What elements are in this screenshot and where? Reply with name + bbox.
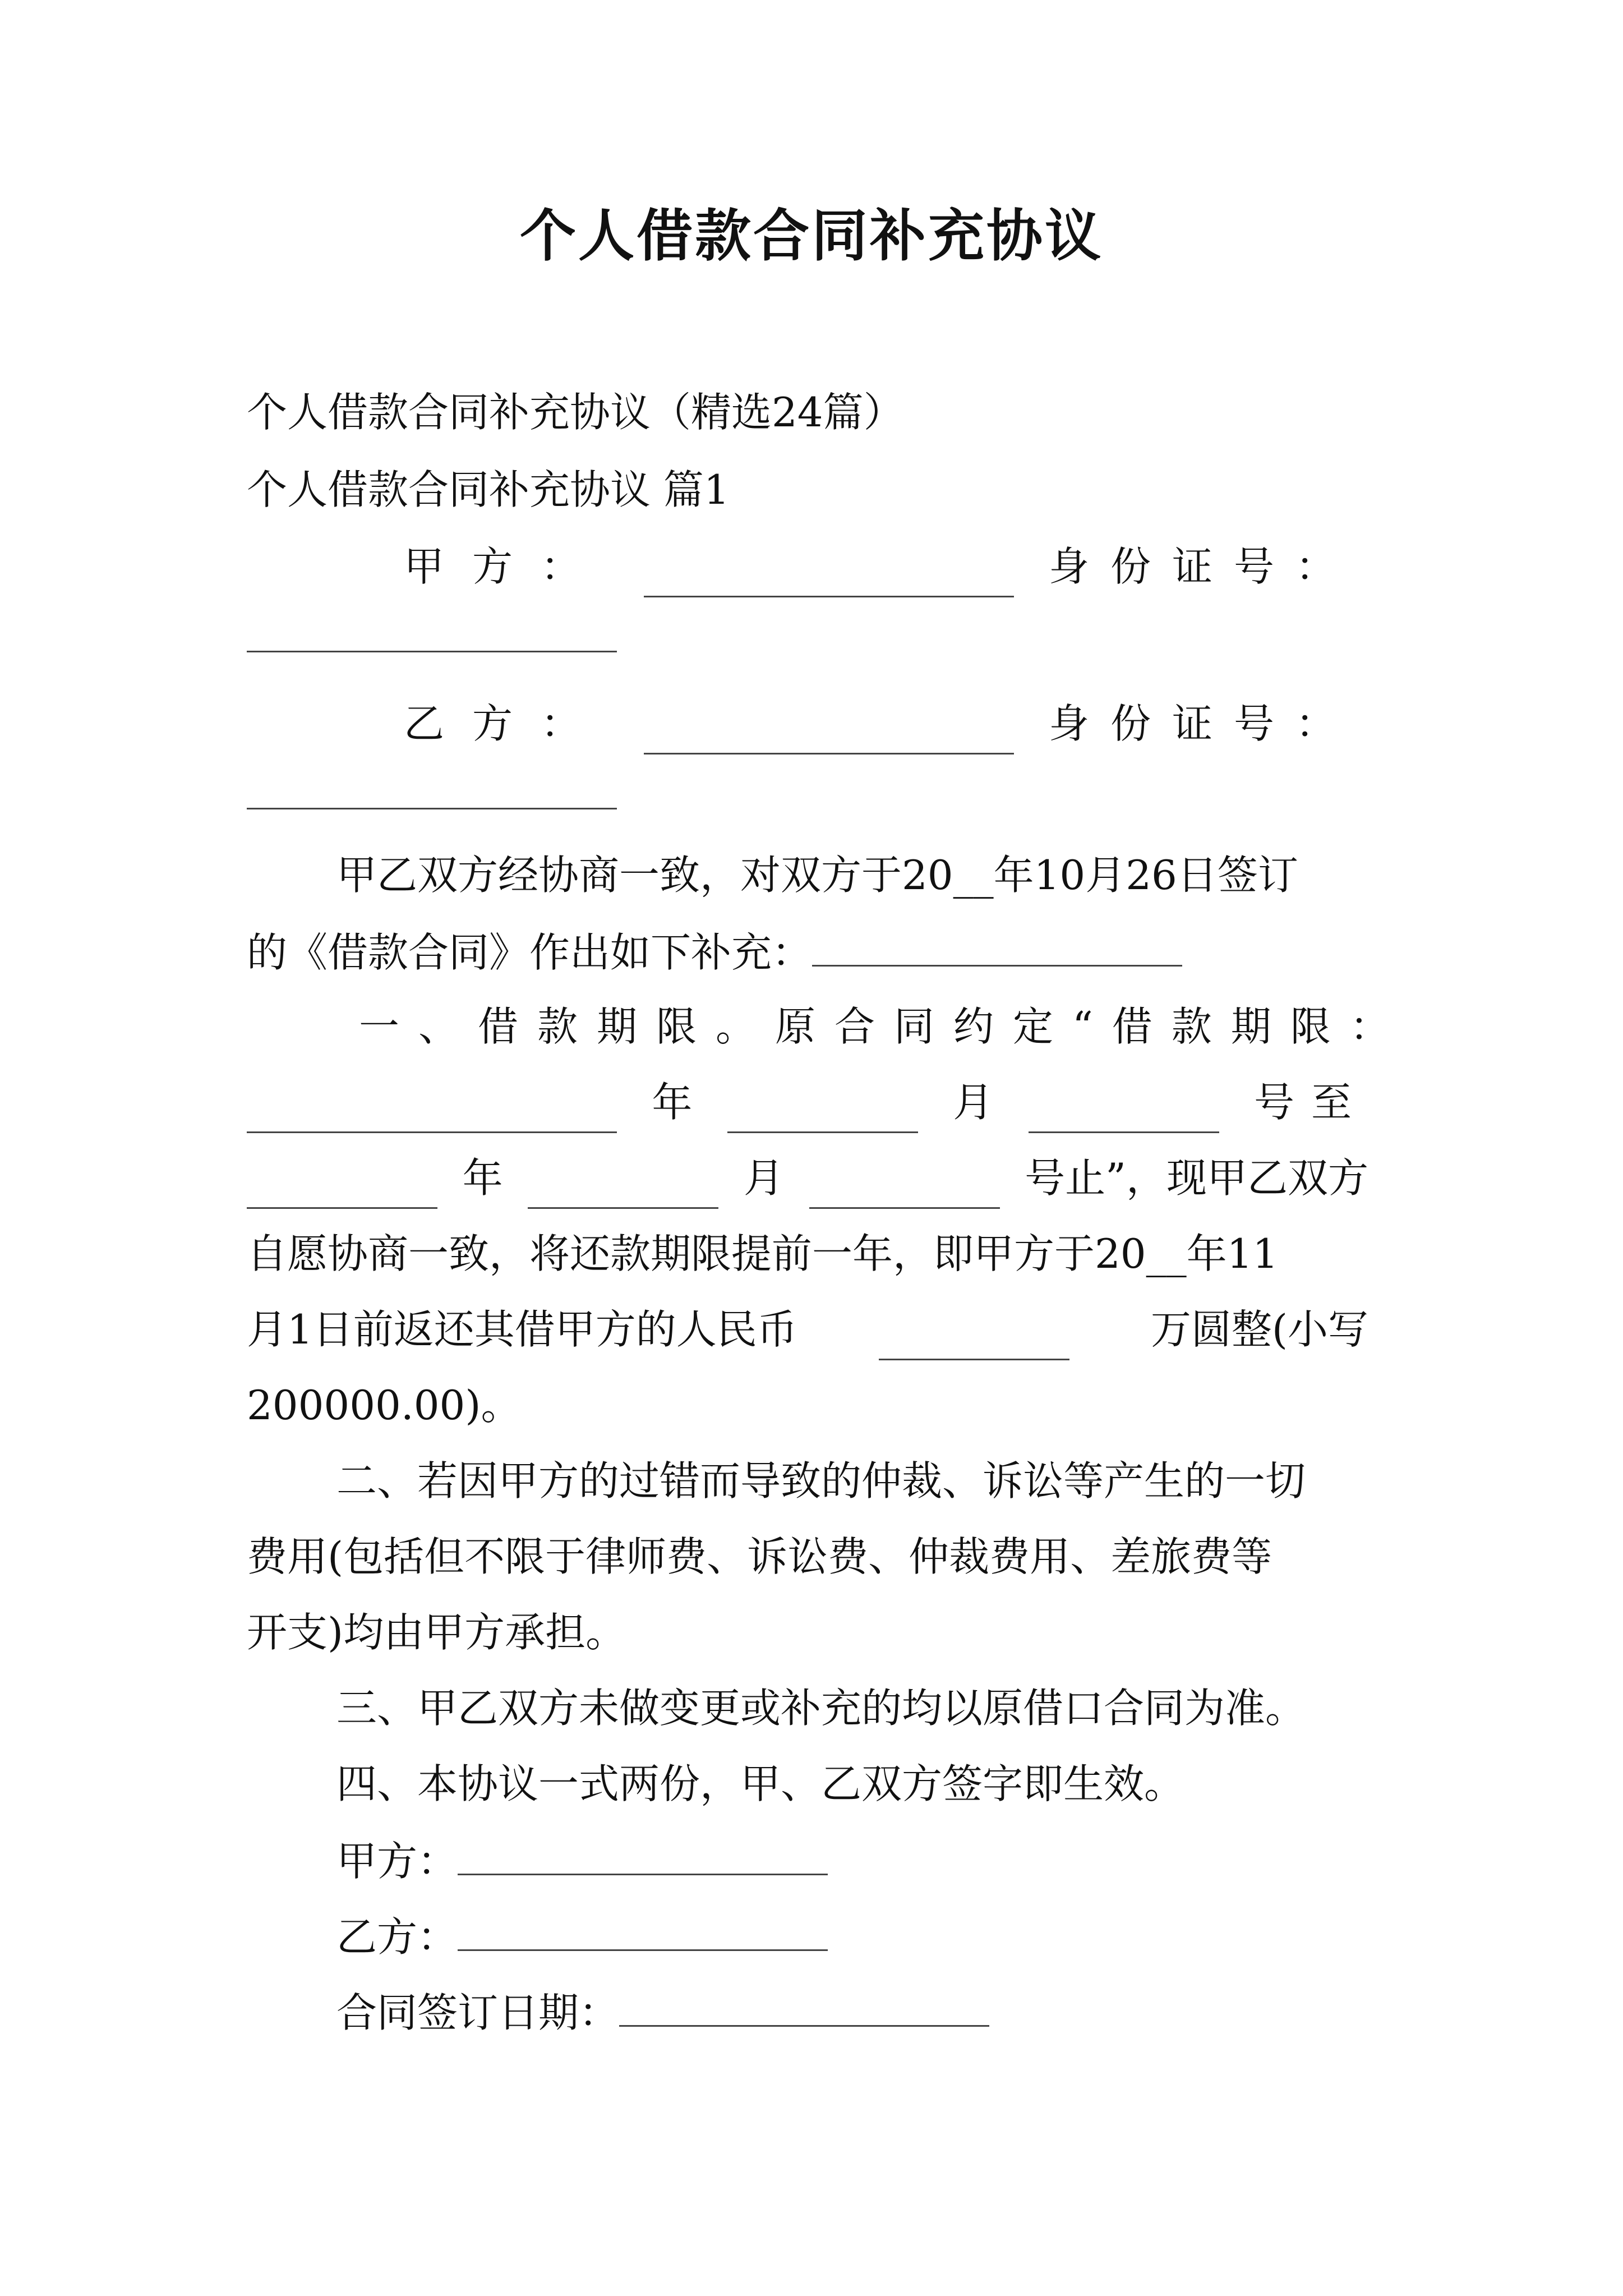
sign-date-blank[interactable] [619,1980,989,2027]
start-month-blank[interactable] [727,1087,918,1133]
month-label-1: 月 [953,1079,994,1126]
amount-blank[interactable] [879,1314,1069,1360]
section-heading: 个人借款合同补充协议 篇1 [247,466,730,513]
para3-line1: 二、若因甲方的过错而导致的仲裁、诉讼等产生的一切 [336,1457,1306,1504]
para2-line2 [247,1071,1368,1133]
end-day-blank[interactable] [809,1162,1000,1209]
party-a-label: 甲方： [404,543,610,590]
sign-a-blank[interactable] [458,1829,828,1875]
para2-line5-text-b: 万圆整(小写 [1150,1306,1368,1353]
sign-b-row [336,1904,1503,1968]
sign-date-row [336,1980,1503,2044]
sign-b-blank[interactable] [458,1904,828,1951]
para3-line2: 费用(包括但不限于律师费、诉讼费、仲裁费用、差旅费等 [247,1533,1272,1580]
start-day-blank[interactable] [1029,1087,1219,1133]
party-a-blank[interactable] [644,551,1014,597]
party-b-id-row [247,763,1413,826]
para1-text: 的《借款合同》作出如下补充： [247,929,813,976]
party-a-row [404,536,1357,597]
end-month-blank[interactable] [528,1162,718,1209]
party-a-id-label: 身份证号： [1048,543,1357,590]
party-b-label: 乙方： [404,700,610,747]
para2-line5 [247,1299,1368,1360]
year-label-2: 年 [462,1154,503,1202]
para5: 四、本协议一式两份，甲、乙双方签字即生效。 [336,1760,1185,1807]
sign-a-row [336,1829,1503,1892]
year-label-1: 年 [652,1079,693,1126]
hao-zhi-label: 号至 [1253,1079,1368,1126]
para1-blank[interactable] [812,920,1182,967]
subtitle: 个人借款合同补充协议（精选24篇） [247,389,904,436]
sign-b-label: 乙方： [336,1913,458,1961]
start-year-blank[interactable] [247,1087,617,1133]
para3-line3: 开支)均由甲方承担。 [247,1609,626,1656]
sign-date-label: 合同签订日期： [336,1989,620,2036]
para2-line1: 一、借款期限。原合同约定“借款期限： [359,1003,1409,1050]
para1-line1: 甲乙双方经协商一致，对双方于20__年10月26日签订 [336,852,1298,899]
month-label-2: 月 [743,1154,784,1202]
para2-line4: 自愿协商一致，将还款期限提前一年，即甲方于20__年11 [247,1230,1279,1277]
sign-a-label: 甲方： [336,1838,458,1885]
party-b-blank[interactable] [644,708,1014,754]
para2-line3 [247,1147,1368,1209]
para2-line6: 200000.00)。 [247,1382,522,1429]
party-a-id-blank[interactable] [247,606,617,652]
party-b-id-label: 身份证号： [1048,700,1357,747]
party-b-id-blank[interactable] [247,763,617,809]
hao-zhi-end-label: 号止”，现甲乙双方 [1025,1154,1368,1202]
party-a-id-row [247,606,1413,669]
para4: 三、甲乙双方未做变更或补充的均以原借口合同为准。 [336,1685,1306,1732]
end-year-blank[interactable] [247,1162,437,1209]
document-title: 个人借款合同补充协议 [520,203,1103,269]
para2-line5-text-a: 月1日前返还其借甲方的人民币 [247,1306,797,1353]
party-b-row [404,693,1357,754]
para1-line2 [247,920,1413,983]
